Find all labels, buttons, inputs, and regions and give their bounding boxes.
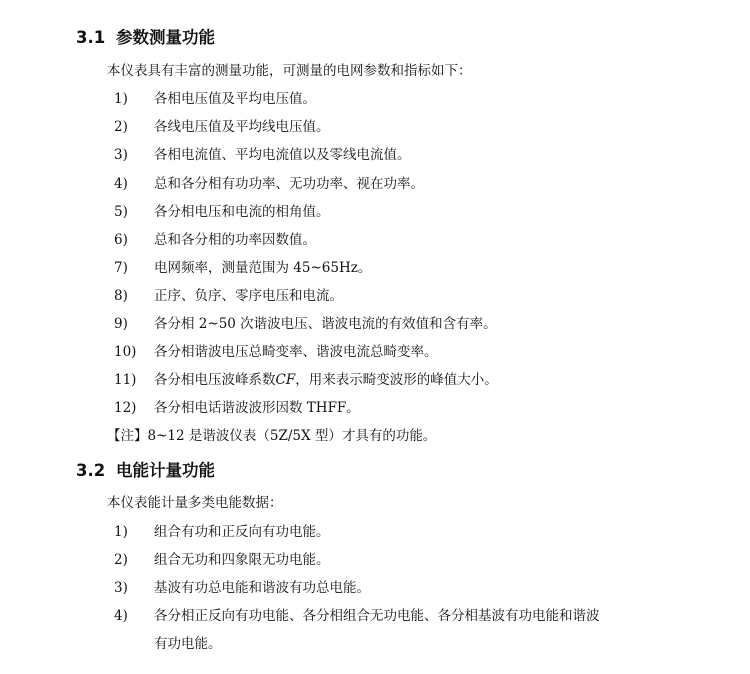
list-item xyxy=(114,398,360,418)
list-text: 各分相电话谐波波形因数 THFF。 xyxy=(154,400,360,416)
list-item xyxy=(114,202,330,222)
note: 【注】8~12 是谐波仪表（5Z/5X 型）才具有的功能。 xyxy=(107,428,437,444)
list-item xyxy=(114,117,330,137)
list-text: 各相电压值及平均电压值。 xyxy=(154,91,316,107)
list-number: 3) xyxy=(114,580,128,596)
list-text: 各分相电压和电流的相角值。 xyxy=(154,204,330,220)
list-text: 基波有功总电能和谐波有功总电能。 xyxy=(154,580,370,596)
list-item xyxy=(114,230,316,250)
list-item xyxy=(114,174,424,194)
list-item xyxy=(114,89,316,109)
section-title: 电能计量功能 xyxy=(116,461,215,480)
list-number: 5) xyxy=(114,204,128,220)
list-text: 各相电流值、平均电流值以及零线电流值。 xyxy=(154,147,411,163)
section-title: 参数测量功能 xyxy=(116,28,215,47)
list-item xyxy=(114,314,497,334)
list-text: ，用来表示畸变波形的峰值大小。 xyxy=(295,372,498,388)
section-heading-3-2 xyxy=(76,460,215,482)
list-item xyxy=(114,342,438,362)
list-number: 7) xyxy=(114,260,128,276)
list-item-continuation: 有功电能。 xyxy=(154,636,222,652)
list-text: 组合有功和正反向有功电能。 xyxy=(154,524,330,540)
list-item xyxy=(114,522,330,542)
section-intro: 本仪表具有丰富的测量功能，可测量的电网参数和指标如下： xyxy=(107,63,472,79)
list-text: 各线电压值及平均线电压值。 xyxy=(154,119,330,135)
list-number: 11) xyxy=(114,372,137,388)
list-number: 1) xyxy=(114,91,128,107)
section-number: 3.2 xyxy=(76,461,106,480)
list-text: 电网频率，测量范围为 45~65Hz。 xyxy=(154,260,372,276)
list-text: 各分相谐波电压总畸变率、谐波电流总畸变率。 xyxy=(154,344,438,360)
list-number: 12) xyxy=(114,400,137,416)
list-number: 3) xyxy=(114,147,128,163)
list-number: 4) xyxy=(114,176,128,192)
list-number: 1) xyxy=(114,524,128,540)
list-number: 2) xyxy=(114,552,128,568)
list-item xyxy=(114,145,411,165)
list-text: 总和各分相有功功率、无功功率、视在功率。 xyxy=(154,176,424,192)
cf-symbol: CF xyxy=(275,372,296,388)
list-text: 总和各分相的功率因数值。 xyxy=(154,232,316,248)
section-heading-3-1 xyxy=(76,27,215,49)
section-number: 3.1 xyxy=(76,28,106,47)
list-item xyxy=(114,286,343,306)
list-number: 9) xyxy=(114,316,128,332)
section-intro: 本仪表能计量多类电能数据： xyxy=(107,495,283,511)
list-number: 2) xyxy=(114,119,128,135)
list-text: 组合无功和四象限无功电能。 xyxy=(154,552,330,568)
list-text: 正序、负序、零序电压和电流。 xyxy=(154,288,343,304)
list-text: 各分相电压波峰系数 xyxy=(154,372,276,388)
list-number: 10) xyxy=(114,344,137,360)
list-item xyxy=(114,578,370,598)
list-item xyxy=(114,606,600,626)
list-number: 4) xyxy=(114,608,128,624)
list-item xyxy=(114,370,498,390)
list-item xyxy=(114,550,330,570)
list-number: 6) xyxy=(114,232,128,248)
list-text: 各分相正反向有功电能、各分相组合无功电能、各分相基波有功电能和谐波 xyxy=(154,608,600,624)
list-number: 8) xyxy=(114,288,128,304)
list-item xyxy=(114,258,371,278)
list-text: 各分相 2~50 次谐波电压、谐波电流的有效值和含有率。 xyxy=(154,316,497,332)
